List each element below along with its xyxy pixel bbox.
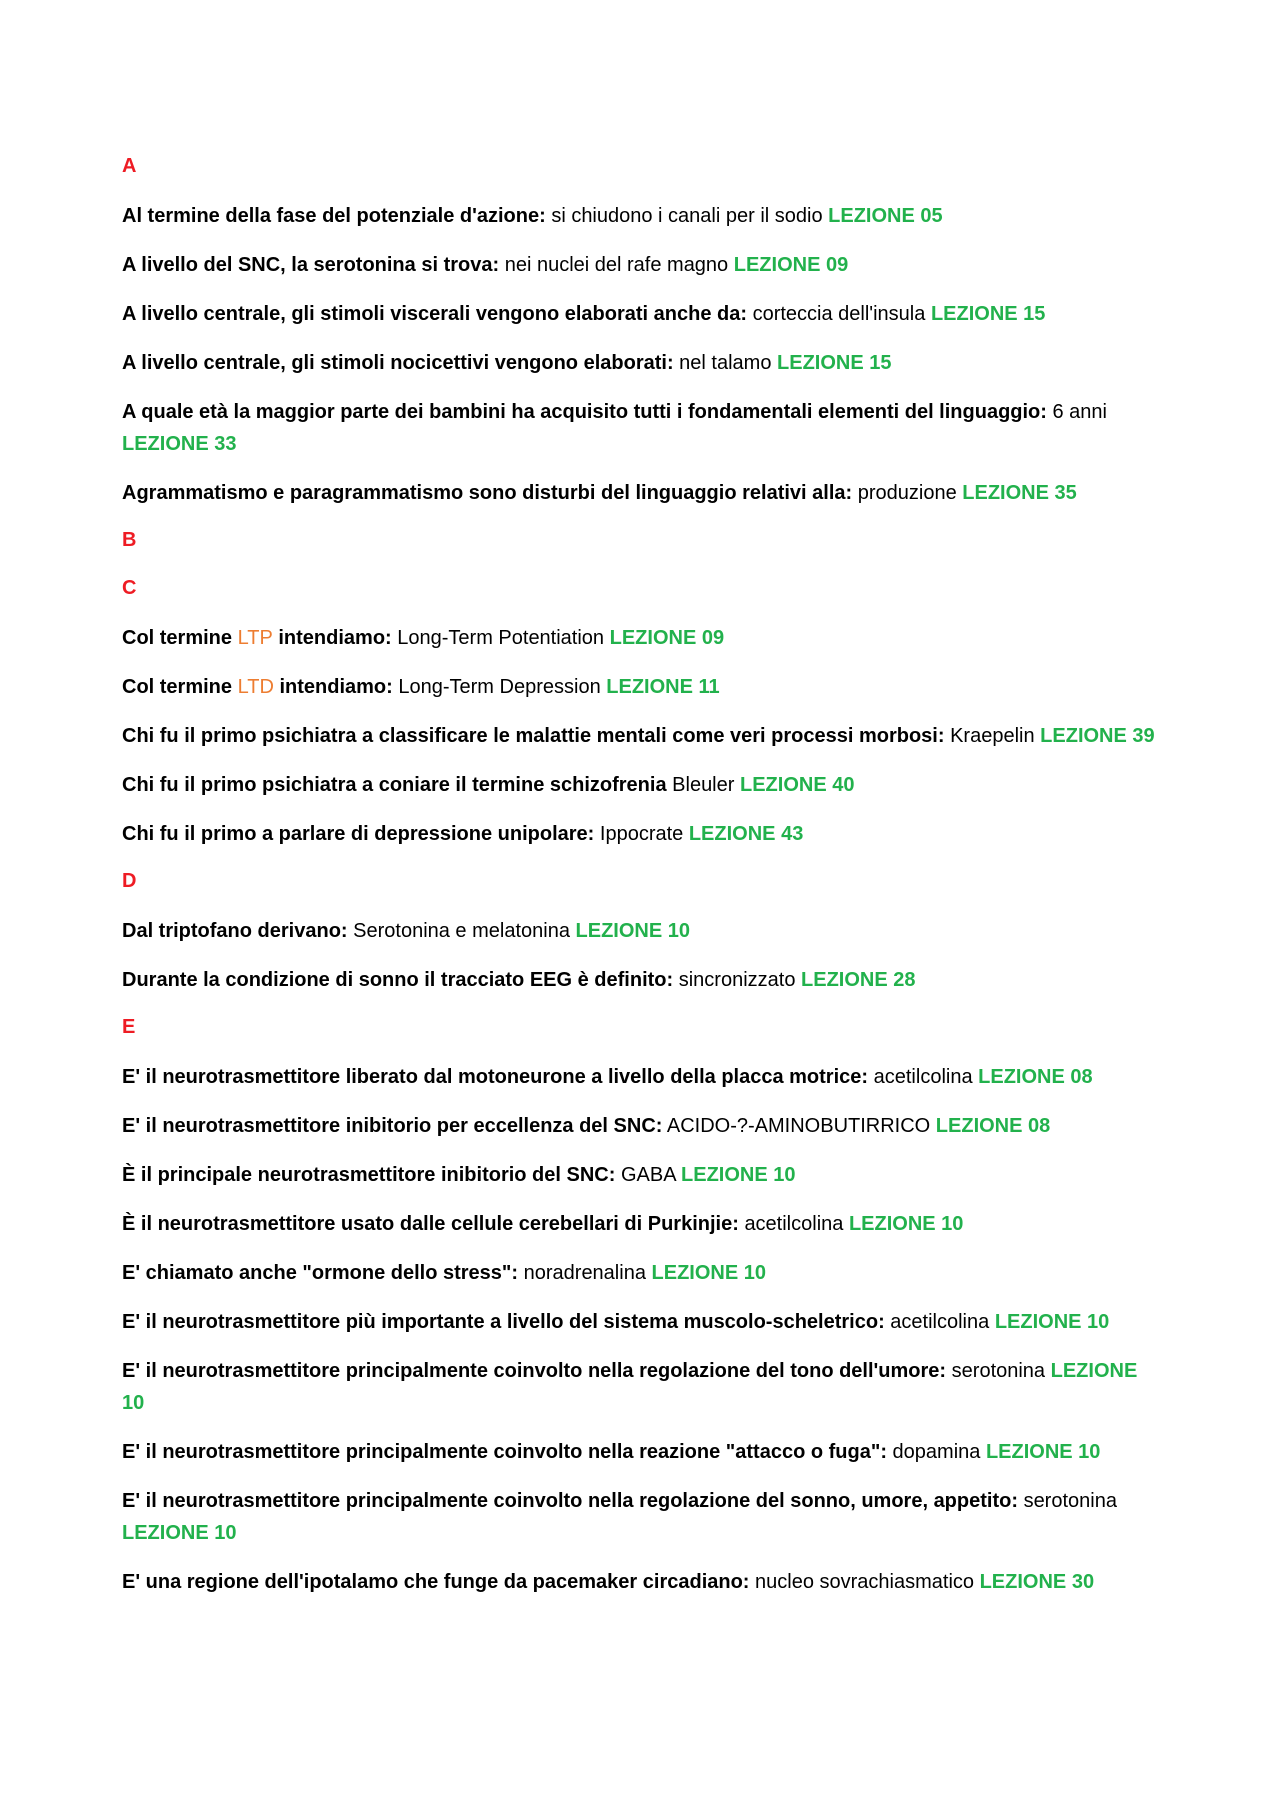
entry-answer: sincronizzato — [678, 969, 796, 991]
entry-answer: nei nuclei del rafe magno — [504, 254, 729, 276]
glossary-entry — [122, 1566, 1162, 1598]
glossary-entry — [122, 915, 1162, 947]
entry-question: E' il neurotrasmettitore principalmente coinvolto nella regolazione del tono dell'umore: — [122, 1360, 947, 1382]
entry-answer: Serotonina e melatonina — [353, 920, 570, 942]
lesson-reference: LEZIONE 09 — [733, 254, 849, 276]
glossary-entry — [122, 1110, 1162, 1142]
section-letter: B — [122, 529, 137, 551]
entry-question: A livello del SNC, la serotonina si trova: — [122, 254, 500, 276]
glossary-entry — [122, 347, 1162, 379]
lesson-reference: LEZIONE 10 — [122, 1522, 237, 1544]
section-letter: A — [122, 155, 137, 177]
lesson-reference: LEZIONE 05 — [828, 205, 943, 227]
glossary-entry — [122, 477, 1162, 509]
section-letter: D — [122, 870, 137, 892]
entry-answer: serotonina — [951, 1360, 1046, 1382]
entry-question: A livello centrale, gli stimoli nocicettivi vengono elaborati: — [122, 352, 674, 374]
lesson-reference: LEZIONE 30 — [979, 1571, 1095, 1593]
entry-answer: nucleo sovrachiasmatico — [755, 1571, 975, 1593]
entry-answer: Ippocrate — [599, 823, 684, 845]
glossary-entry — [122, 1208, 1162, 1240]
entry-question: Chi fu il primo psichiatra a coniare il termine schizofrenia — [122, 774, 667, 796]
entry-question: Chi fu il primo psichiatra a classificare le malattie mentali come veri processi morbosi: — [122, 725, 945, 747]
entry-question: Durante la condizione di sonno il tracciato EEG è definito: — [122, 969, 674, 991]
section-letter: C — [122, 577, 137, 599]
lesson-reference: LEZIONE 10 — [985, 1441, 1101, 1463]
entry-answer: acetilcolina — [873, 1066, 973, 1088]
entry-question: E' il neurotrasmettitore più importante a livello del sistema muscolo-scheletrico: — [122, 1311, 885, 1333]
section-letter: E — [122, 1016, 136, 1038]
entry-question: A livello centrale, gli stimoli viscerali vengono elaborati anche da: — [122, 303, 748, 325]
glossary-entry — [122, 720, 1162, 752]
lesson-reference: LEZIONE 10 — [122, 1360, 1138, 1414]
entry-question: E' il neurotrasmettitore principalmente coinvolto nella regolazione del sonno, umore, appetito: — [122, 1490, 1018, 1512]
entry-answer: Kraepelin — [950, 725, 1035, 747]
lesson-reference: LEZIONE 28 — [801, 969, 916, 991]
glossary-entry — [122, 249, 1162, 281]
lesson-reference: LEZIONE 10 — [681, 1164, 796, 1186]
entry-question: E' il neurotrasmettitore principalmente coinvolto nella reazione "attacco o fuga": — [122, 1441, 887, 1463]
entry-answer: 6 anni — [1052, 401, 1107, 423]
lesson-reference: LEZIONE 40 — [739, 774, 855, 796]
entry-question: Dal triptofano derivano: — [122, 920, 348, 942]
entry-answer: GABA — [620, 1164, 676, 1186]
glossary-entry — [122, 964, 1162, 996]
entry-question: Agrammatismo e paragrammatismo sono disturbi del linguaggio relativi alla: — [122, 482, 853, 504]
entry-answer: corteccia dell'insula — [752, 303, 926, 325]
entry-answer: acetilcolina — [744, 1213, 844, 1235]
lesson-reference: LEZIONE 09 — [609, 627, 725, 649]
entry-question — [122, 627, 392, 649]
glossary-entry — [122, 1306, 1162, 1338]
entry-answer: serotonina — [1023, 1490, 1117, 1512]
glossary-entry — [122, 396, 1162, 460]
term-highlight: LTP — [237, 627, 273, 649]
glossary-entry — [122, 818, 1162, 850]
lesson-reference: LEZIONE 39 — [1040, 725, 1155, 747]
glossary-entry — [122, 1257, 1162, 1289]
lesson-reference: LEZIONE 11 — [606, 676, 720, 698]
lesson-reference: LEZIONE 10 — [848, 1213, 964, 1235]
term-highlight: LTD — [237, 676, 274, 698]
entry-question: E' una regione dell'ipotalamo che funge da pacemaker circadiano: — [122, 1571, 750, 1593]
lesson-reference: LEZIONE 33 — [122, 433, 237, 455]
entry-question: E' chiamato anche "ormone dello stress": — [122, 1262, 519, 1284]
lesson-reference: LEZIONE 08 — [935, 1115, 1051, 1137]
entry-answer: dopamina — [892, 1441, 981, 1463]
entry-answer: Long-Term Depression — [398, 676, 601, 698]
entry-question: Al termine della fase del potenziale d'azione: — [122, 205, 546, 227]
entry-question: È il neurotrasmettitore usato dalle cellule cerebellari di Purkinjie: — [122, 1213, 739, 1235]
document-page — [122, 152, 1162, 1615]
entry-question: A quale età la maggior parte dei bambini ha acquisito tutti i fondamentali elementi del linguaggio: — [122, 401, 1047, 423]
entry-question: È il principale neurotrasmettitore inibitorio del SNC: — [122, 1164, 616, 1186]
glossary-entry — [122, 1159, 1162, 1191]
question-prefix: Col termine — [122, 676, 233, 698]
glossary-entry — [122, 200, 1162, 232]
glossary-entry — [122, 671, 1162, 703]
lesson-reference: LEZIONE 15 — [777, 352, 892, 374]
entry-question: E' il neurotrasmettitore inibitorio per eccellenza del SNC: — [122, 1115, 663, 1137]
lesson-reference: LEZIONE 35 — [962, 482, 1077, 504]
question-suffix: intendiamo: — [279, 676, 393, 698]
glossary-entry — [122, 769, 1162, 801]
entry-answer: produzione — [857, 482, 957, 504]
lesson-reference: LEZIONE 10 — [575, 920, 691, 942]
glossary-entry — [122, 1436, 1162, 1468]
lesson-reference: LEZIONE 15 — [930, 303, 1046, 325]
lesson-reference: LEZIONE 10 — [651, 1262, 766, 1284]
lesson-reference: LEZIONE 08 — [978, 1066, 1093, 1088]
entry-answer: si chiudono i canali per il sodio — [551, 205, 823, 227]
entry-answer: Long-Term Potentiation — [397, 627, 605, 649]
entry-answer: acetilcolina — [890, 1311, 990, 1333]
lesson-reference: LEZIONE 10 — [994, 1311, 1110, 1333]
glossary-entry — [122, 1355, 1162, 1419]
entry-answer: Bleuler — [672, 774, 735, 796]
lesson-reference: LEZIONE 43 — [688, 823, 804, 845]
question-prefix: Col termine — [122, 627, 233, 649]
entry-answer: noradrenalina — [523, 1262, 646, 1284]
entry-answer: ACIDO-?-AMINOBUTIRRICO — [666, 1115, 931, 1137]
glossary-entry — [122, 1485, 1162, 1549]
entry-answer: nel talamo — [679, 352, 772, 374]
entry-question — [122, 676, 393, 698]
entry-question: Chi fu il primo a parlare di depressione unipolare: — [122, 823, 595, 845]
glossary-entry — [122, 298, 1162, 330]
entry-question: E' il neurotrasmettitore liberato dal motoneurone a livello della placca motrice: — [122, 1066, 869, 1088]
glossary-entry — [122, 622, 1162, 654]
question-suffix: intendiamo: — [278, 627, 392, 649]
glossary-entry — [122, 1061, 1162, 1093]
